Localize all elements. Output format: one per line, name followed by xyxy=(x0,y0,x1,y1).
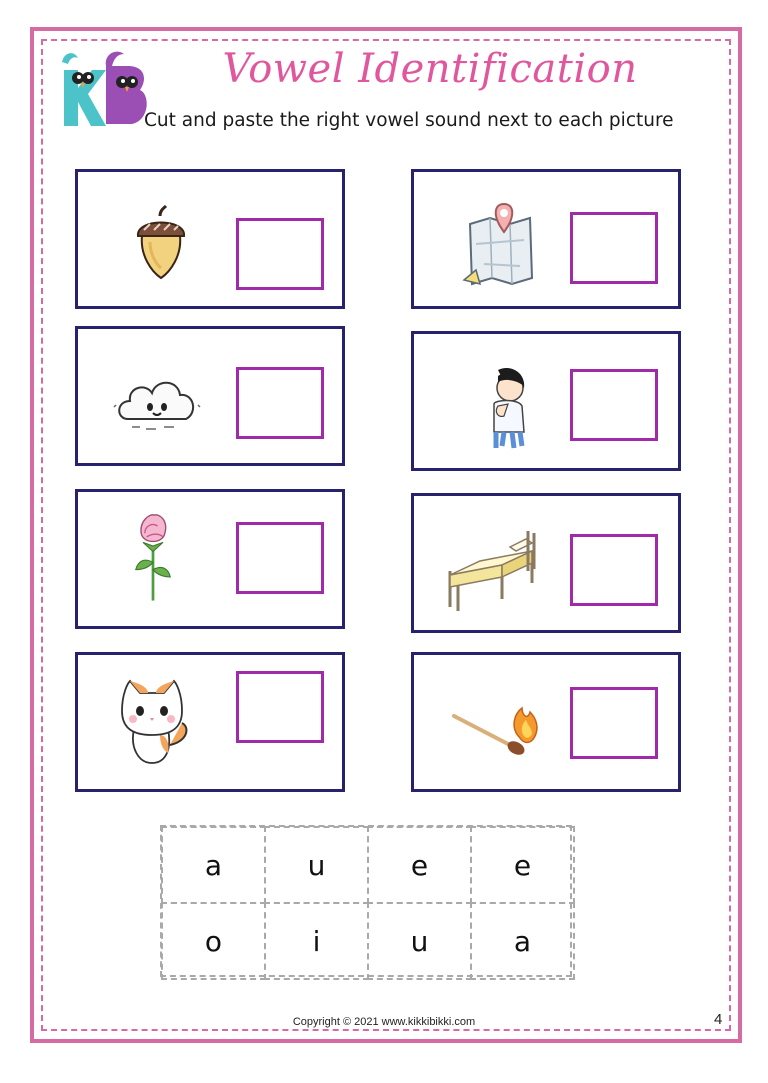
picture-card-cloud xyxy=(75,326,345,466)
picture-card-acorn xyxy=(75,169,345,309)
picture-card-cat xyxy=(75,652,345,792)
picture-card-boy xyxy=(411,331,681,471)
picture-card-match xyxy=(411,652,681,792)
answer-box[interactable] xyxy=(236,671,324,743)
copyright-notice: Copyright © 2021 www.kikkibikki.com xyxy=(292,1016,476,1028)
rose-icon xyxy=(108,506,198,606)
picture-card-rose xyxy=(75,489,345,629)
picture-card-map xyxy=(411,169,681,309)
answer-box[interactable] xyxy=(236,367,324,439)
page-title: Vowel Identification xyxy=(222,46,638,92)
vowel-cutout[interactable]: a xyxy=(470,902,575,980)
instruction-text: Cut and paste the right vowel sound next to each picture xyxy=(144,110,674,131)
picture-card-bed xyxy=(411,493,681,633)
boy-praying-icon xyxy=(454,354,544,454)
bed-icon xyxy=(444,520,540,620)
vowel-cutout[interactable]: e xyxy=(367,826,472,904)
answer-box[interactable] xyxy=(236,522,324,594)
match-icon xyxy=(450,679,550,779)
cat-icon xyxy=(108,671,198,771)
vowel-cutout[interactable]: a xyxy=(161,826,266,904)
answer-box[interactable] xyxy=(570,369,658,441)
page-number: 4 xyxy=(714,1011,723,1028)
cloud-icon xyxy=(112,349,202,449)
vowel-cutout[interactable]: u xyxy=(367,902,472,980)
vowel-cutout[interactable]: u xyxy=(264,826,369,904)
vowel-cutout[interactable]: o xyxy=(161,902,266,980)
acorn-icon xyxy=(116,194,206,294)
vowel-cutout-grid xyxy=(160,825,572,977)
kikkibikki-logo xyxy=(54,48,154,130)
answer-box[interactable] xyxy=(570,687,658,759)
answer-box[interactable] xyxy=(570,534,658,606)
vowel-cutout[interactable]: i xyxy=(264,902,369,980)
map-icon xyxy=(454,194,544,294)
answer-box[interactable] xyxy=(570,212,658,284)
answer-box[interactable] xyxy=(236,218,324,290)
vowel-cutout[interactable]: e xyxy=(470,826,575,904)
